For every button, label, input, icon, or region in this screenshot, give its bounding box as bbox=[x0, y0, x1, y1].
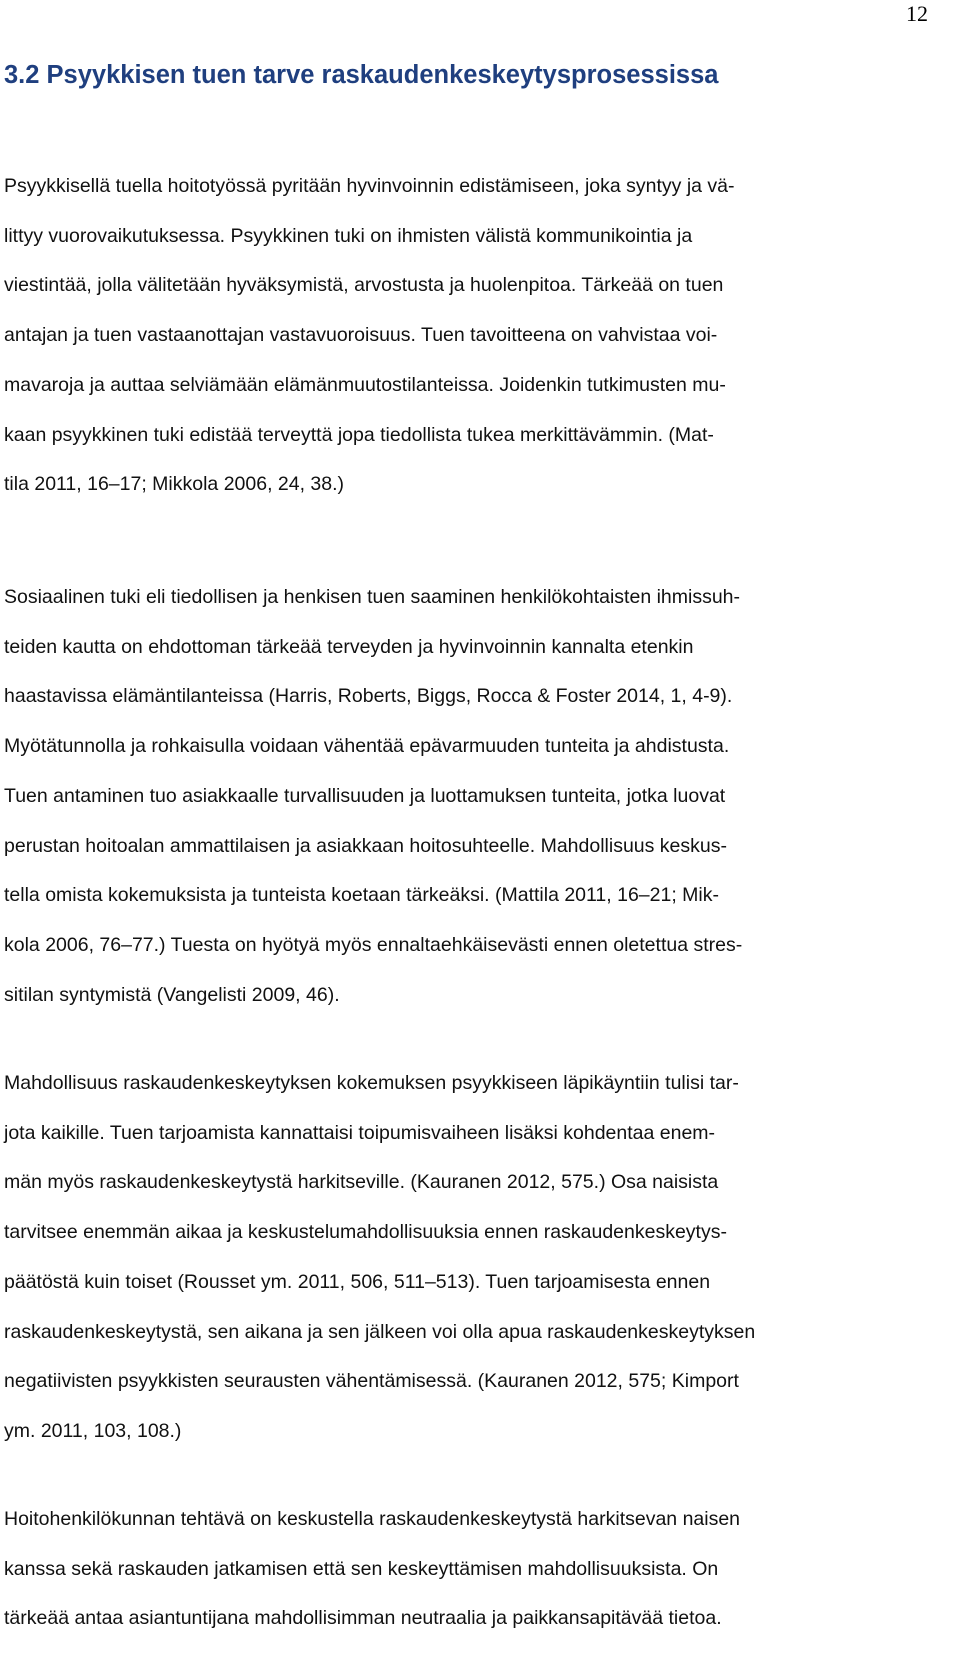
text-line: haastavissa elämäntilanteissa (Harris, Roberts, Biggs, Rocca & Foster 2014, 1, 4-9). bbox=[4, 685, 733, 708]
paragraph-social-support bbox=[4, 573, 742, 1020]
paragraph-psychological-support bbox=[4, 162, 735, 510]
text-line: sitilan syntymistä (Vangelisti 2009, 46). bbox=[4, 983, 340, 1006]
text-line: kola 2006, 76–77.) Tuesta on hyötyä myös ennaltaehkäisevästi ennen oletettua stres- bbox=[4, 933, 743, 956]
text-line: littyy vuorovaikutuksessa. Psyykkinen tuki on ihmisten välistä kommunikointia ja bbox=[4, 224, 693, 247]
text-line: negatiivisten psyykkisten seurausten vähentämisessä. (Kauranen 2012, 575; Kimport bbox=[4, 1370, 739, 1393]
text-line: perustan hoitoalan ammattilaisen ja asiakkaan hoitosuhteelle. Mahdollisuus keskus- bbox=[4, 834, 727, 857]
text-line: raskaudenkeskeytystä, sen aikana ja sen jälkeen voi olla apua raskaudenkeskeytyksen bbox=[4, 1320, 756, 1343]
text-line: män myös raskaudenkeskeytystä harkitseville. (Kauranen 2012, 575.) Osa naisista bbox=[4, 1171, 719, 1194]
text-line: viestintää, jolla välitetään hyväksymistä, arvostusta ja huolenpitoa. Tärkeää on tuen bbox=[4, 274, 724, 297]
paragraph-processing-opportunity bbox=[4, 1059, 755, 1457]
text-line: kanssa sekä raskauden jatkamisen että sen keskeyttämisen mahdollisuuksista. On bbox=[4, 1557, 719, 1580]
page-number: 12 bbox=[906, 1, 928, 26]
text-line: tila 2011, 16–17; Mikkola 2006, 24, 38.) bbox=[4, 473, 345, 496]
text-line: antajan ja tuen vastaanottajan vastavuoroisuus. Tuen tavoitteena on vahvistaa voi- bbox=[4, 324, 718, 347]
text-line: Mahdollisuus raskaudenkeskeytyksen kokemuksen psyykkiseen läpikäyntiin tulisi tar- bbox=[4, 1072, 739, 1094]
text-line: mavaroja ja auttaa selviämään elämänmuutostilanteissa. Joidenkin tutkimusten mu- bbox=[4, 373, 726, 396]
text-line: jota kaikille. Tuen tarjoamista kannattaisi toipumisvaiheen lisäksi kohdentaa enem- bbox=[4, 1121, 716, 1144]
text-line: Sosiaalinen tuki eli tiedollisen ja henkisen tuen saaminen henkilökohtaisten ihmissuh- bbox=[4, 586, 741, 608]
section-heading: 3.2 Psyykkisen tuen tarve raskaudenkeskeytysprosessissa bbox=[4, 61, 719, 89]
text-line: tärkeää antaa asiantuntijana mahdollisimman neutraalia ja paikkansapitävää tietoa. bbox=[4, 1607, 722, 1630]
text-line: ym. 2011, 103, 108.) bbox=[4, 1419, 182, 1442]
text-line: kaan psyykkinen tuki edistää terveyttä jopa tiedollista tukea merkittävämmin. (Mat- bbox=[4, 423, 714, 446]
text-line: tella omista kokemuksista ja tunteista koetaan tärkeäksi. (Mattila 2011, 16–21; Mik- bbox=[4, 884, 719, 907]
text-line: Psyykkisellä tuella hoitotyössä pyritään hyvinvoinnin edistämiseen, joka syntyy ja vä- bbox=[4, 175, 735, 197]
text-line: päätöstä kuin toiset (Rousset ym. 2011, 506, 511–513). Tuen tarjoamisesta ennen bbox=[4, 1270, 711, 1293]
text-line: Myötätunnolla ja rohkaisulla voidaan vähentää epävarmuuden tunteita ja ahdistusta. bbox=[4, 735, 730, 758]
text-line: Tuen antaminen tuo asiakkaalle turvallisuuden ja luottamuksen tunteita, jotka luovat bbox=[4, 784, 726, 807]
text-line: Hoitohenkilökunnan tehtävä on keskustella raskaudenkeskeytystä harkitsevan naisen bbox=[4, 1508, 741, 1530]
text-line: tarvitsee enemmän aikaa ja keskustelumahdollisuuksia ennen raskaudenkeskeytys- bbox=[4, 1221, 727, 1244]
text-line: teiden kautta on ehdottoman tärkeää terveyden ja hyvinvoinnin kannalta etenkin bbox=[4, 635, 694, 658]
paragraph-staff-role bbox=[4, 1495, 740, 1644]
